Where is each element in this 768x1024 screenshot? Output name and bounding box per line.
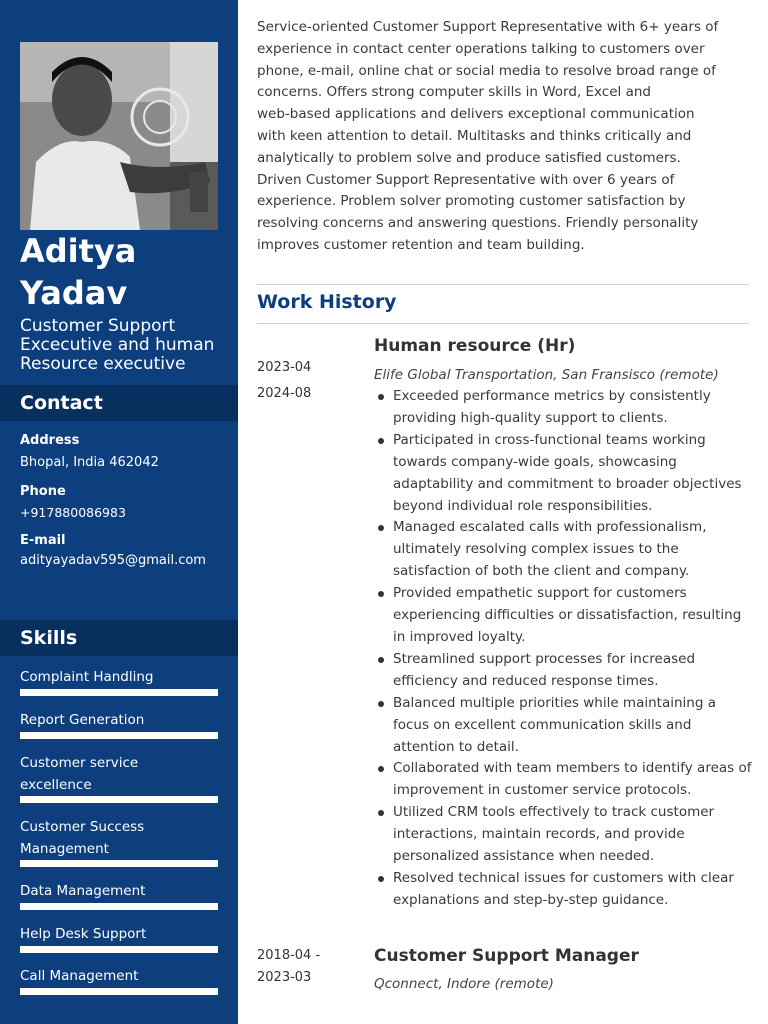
phone-value: +917880086983 (20, 505, 126, 520)
candidate-name (20, 230, 230, 314)
job-start-date: 2018-04 - (257, 948, 321, 963)
job-responsibilities (374, 386, 752, 912)
skill-label: excellence (20, 777, 92, 793)
skill-label: Help Desk Support (20, 926, 147, 942)
role-line: Resource executive (20, 354, 186, 374)
sidebar (0, 0, 238, 1024)
skill-item (20, 880, 220, 902)
list-item: Streamlined support processes for increased efficiency and reduced response times. (374, 649, 752, 693)
job-start-date: 2023-04 (257, 360, 312, 375)
contact-heading: Contact (20, 392, 103, 414)
skill-label: Customer Success (20, 819, 145, 835)
profile-photo (20, 42, 218, 230)
skill-label: Complaint Handling (20, 669, 154, 685)
summary-line: improves customer retention and team building. (257, 236, 585, 253)
section-divider (257, 284, 749, 285)
contact-header-band (0, 385, 238, 421)
candidate-role (20, 317, 232, 374)
list-item: Provided empathetic support for customers experiencing difficulties or dissatisfaction, resulting in improved loyalty. (374, 583, 752, 649)
skill-item (20, 816, 220, 860)
summary-line: experience in contact center operations talking to customers over (257, 40, 705, 57)
skill-bar (20, 988, 218, 995)
job-end-date: 2024-08 (257, 386, 312, 401)
email-link[interactable]: adityayadav595@gmail.com (20, 553, 206, 568)
list-item: Exceeded performance metrics by consistently providing high-quality support to clients. (374, 386, 752, 430)
last-name: Yadav (20, 274, 128, 312)
skill-label: Call Management (20, 968, 139, 984)
summary-line: concerns. Offers strong computer skills in Word, Excel and (257, 84, 651, 101)
summary-line: Service-oriented Customer Support Representative with 6+ years of (257, 19, 719, 35)
role-line: Customer Support (20, 316, 176, 336)
summary-line: Driven Customer Support Representative with over 6 years of (257, 171, 675, 188)
skill-bar (20, 946, 218, 953)
work-history-heading: Work History (257, 291, 397, 313)
summary-line: with keen attention to detail. Multitasks and thinks critically and (257, 127, 692, 144)
list-item: Utilized CRM tools effectively to track customer interactions, maintain records, and provide personalized assistance when needed. (374, 802, 752, 868)
skills-heading: Skills (20, 627, 78, 649)
summary-line: phone, e-mail, online chat or social media to resolve broad range of (257, 62, 716, 79)
summary-line: web-based applications and delivers exceptional communication (257, 106, 695, 123)
skill-item (20, 709, 220, 731)
job-title: Customer Support Manager (374, 946, 639, 966)
skill-bar (20, 689, 218, 696)
list-item: Resolved technical issues for customers with clear explanations and step-by-step guidance. (374, 868, 752, 912)
email-label: E-mail (20, 533, 66, 548)
skill-bar (20, 796, 218, 803)
skill-bar (20, 860, 218, 867)
skill-item (20, 923, 220, 945)
skill-item (20, 965, 220, 987)
list-item: Participated in cross-functional teams working towards company-wide goals, showcasing adaptability and commitment to broader objectives beyond individual role responsibilities. (374, 430, 752, 518)
section-divider (257, 323, 749, 324)
list-item: Collaborated with team members to identify areas of improvement in customer service protocols. (374, 758, 752, 802)
list-item: Managed escalated calls with professionalism, ultimately resolving complex issues to the satisfaction of both the client and company. (374, 517, 752, 583)
job-company: Qconnect, Indore (remote) (374, 976, 554, 992)
first-name: Aditya (20, 232, 137, 270)
skills-header-band (0, 620, 238, 656)
skill-item (20, 666, 220, 688)
summary-line: resolving concerns and answering questions. Friendly personality (257, 215, 699, 232)
summary-line: experience. Problem solver promoting customer satisfaction by (257, 193, 686, 210)
job-title: Human resource (Hr) (374, 336, 576, 356)
list-item: Balanced multiple priorities while maintaining a focus on excellent communication skills and attention to detail. (374, 693, 752, 759)
professional-summary (257, 17, 749, 257)
address-label: Address (20, 433, 80, 448)
skill-bar (20, 903, 218, 910)
phone-label: Phone (20, 484, 66, 499)
skill-bar (20, 732, 218, 739)
skill-item (20, 752, 220, 796)
summary-line: analytically to problem solve and produce satisfied customers. (257, 149, 681, 166)
role-line: Excecutive and human (20, 335, 215, 355)
skill-label: Customer service (20, 755, 139, 771)
skill-label: Data Management (20, 883, 146, 899)
job-end-date: 2023-03 (257, 970, 312, 985)
job-company: Elife Global Transportation, San Fransisco (remote) (374, 367, 719, 383)
skill-label: Report Generation (20, 712, 145, 728)
address-value: Bhopal, India 462042 (20, 455, 159, 470)
skill-label: Management (20, 841, 109, 857)
